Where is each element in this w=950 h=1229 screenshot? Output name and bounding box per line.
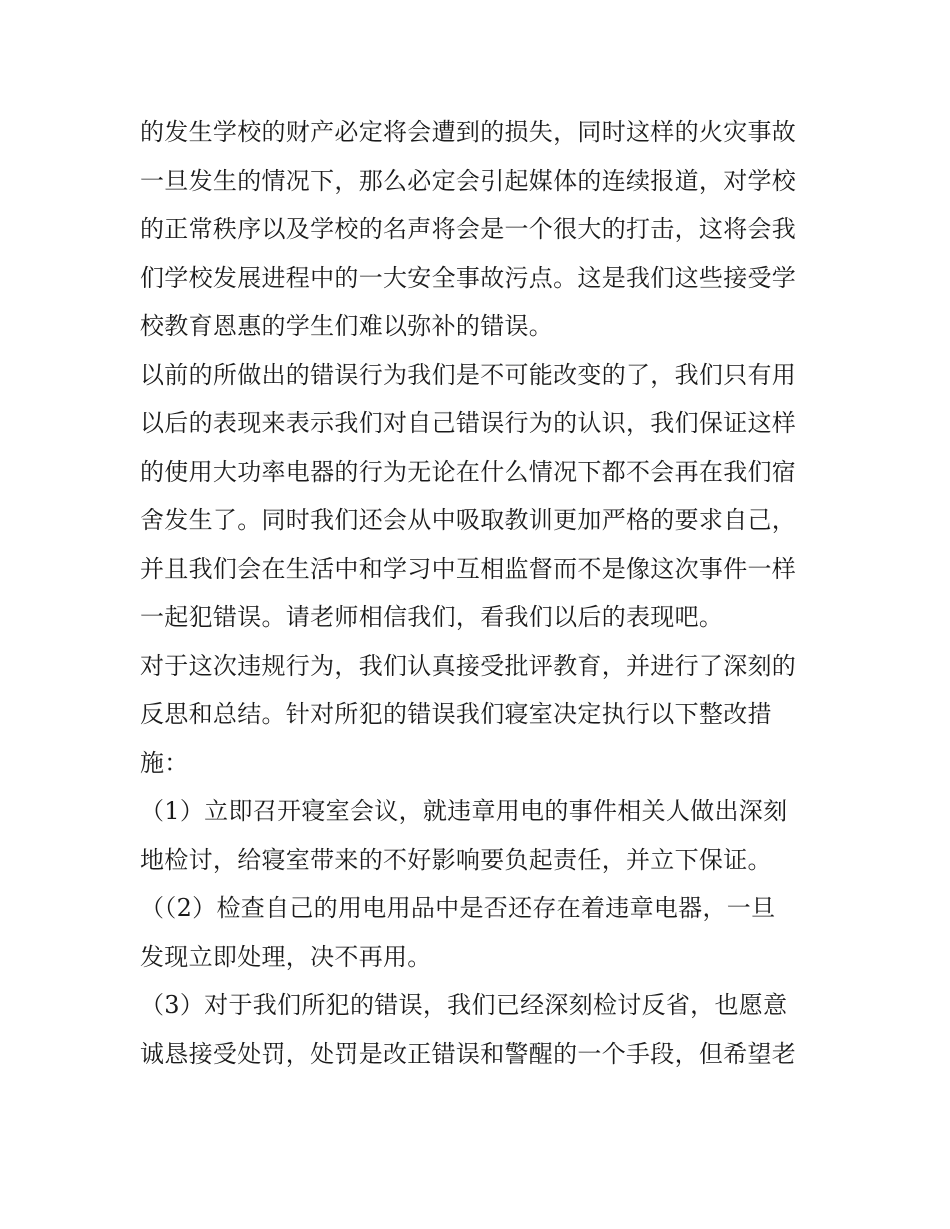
text-line: 对于这次违规行为，我们认真接受批评教育，并进行了深刻的 xyxy=(140,651,797,680)
text-line: 施： xyxy=(140,748,189,777)
text-line: （3）对于我们所犯的错误，我们已经深刻检讨反省，也愿意 xyxy=(140,991,788,1019)
text-line: 并且我们会在生活中和学习中互相监督而不是像这次事件一样 xyxy=(140,554,797,583)
text-line: 以前的所做出的错误行为我们是不可能改变的了，我们只有用 xyxy=(140,360,797,389)
text-line: 校教育恩惠的学生们难以弥补的错误。 xyxy=(140,312,554,340)
text-line: 一起犯错误。请老师相信我们，看我们以后的表现吧。 xyxy=(140,603,724,631)
text-line: 一旦发生的情况下，那么必定会引起媒体的连续报道，对学校 xyxy=(140,166,797,195)
document-body xyxy=(140,108,820,1078)
text-line: 的正常秩序以及学校的名声将会是一个很大的打击，这将会我 xyxy=(140,215,797,243)
text-line: 的使用大功率电器的行为无论在什么情况下都不会再在我们宿 xyxy=(140,457,797,486)
text-line: 发现立即处理，决不再用。 xyxy=(140,942,432,971)
text-line: 反思和总结。针对所犯的错误我们寝室决定执行以下整改措 xyxy=(140,700,772,728)
text-line: （1）立即召开寝室会议，就违章用电的事件相关人做出深刻 xyxy=(140,797,788,825)
text-line: 们学校发展进程中的一大安全事故污点。这是我们这些接受学 xyxy=(140,263,797,292)
text-line: 的发生学校的财产必定将会遭到的损失，同时这样的火灾事故 xyxy=(140,118,797,146)
text-line: 以后的表现来表示我们对自己错误行为的认识，我们保证这样 xyxy=(140,409,797,437)
text-line: 舍发生了。同时我们还会从中吸取教训更加严格的要求自己， xyxy=(140,506,797,534)
text-line: 诚恳接受处罚，处罚是改正错误和警醒的一个手段，但希望老 xyxy=(140,1039,797,1068)
text-line: 地检讨，给寝室带来的不好影响要负起责任，并立下保证。 xyxy=(140,845,772,874)
text-line: （（2）检查自己的用电用品中是否还存在着违章电器，一旦 xyxy=(140,894,776,922)
